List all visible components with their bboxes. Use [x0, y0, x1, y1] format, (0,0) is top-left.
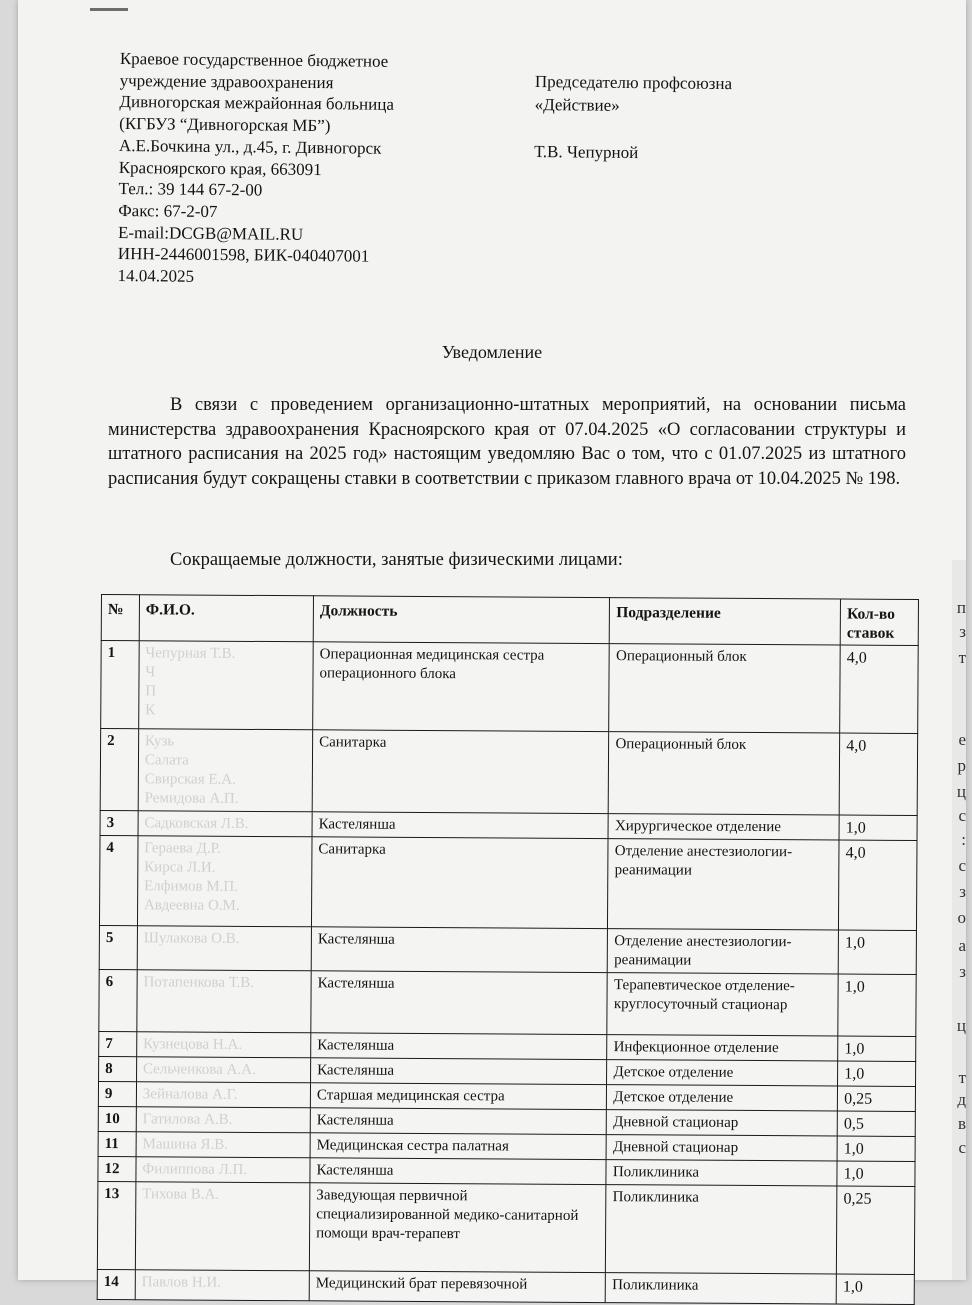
row-number: 10 [98, 1106, 136, 1131]
row-fio [137, 926, 311, 971]
sender-line: ИНН-2446001598, БИК-040407001 [117, 244, 370, 266]
document-title: Уведомление [441, 342, 543, 362]
edge-fragment: е [958, 730, 966, 749]
row-department: Инфекционное отделение [607, 1035, 838, 1061]
row-number: 11 [98, 1131, 136, 1156]
table-row [99, 925, 916, 974]
row-count: 1,0 [836, 1274, 914, 1304]
row-position: Операционная медицинская сестра операционного блока [313, 642, 610, 732]
row-fio [135, 1182, 310, 1271]
recipient-line: Председателю профсоюзна [534, 71, 733, 94]
row-department: Отделение анестезиологии-реанимации [608, 839, 839, 930]
row-number: 14 [97, 1269, 135, 1299]
row-position: Старшая медицинская сестра [310, 1083, 607, 1110]
edge-fragment: с [958, 1138, 966, 1157]
row-department: Дневной стационар [607, 1110, 838, 1136]
sender-line: (КГБУЗ “Дивногорская МБ”) [119, 114, 331, 136]
fio-name: Филиппова Л.П. [142, 1161, 248, 1178]
row-position: Санитарка [311, 837, 608, 929]
fio-name: Елфимов М.П. [144, 878, 239, 895]
notice-body [108, 393, 906, 491]
row-count: 4,0 [839, 733, 917, 815]
row-department: Операционный блок [609, 644, 840, 733]
row-count: 0,25 [837, 1186, 915, 1274]
fio-name: Зейналова А.Г. [142, 1086, 238, 1103]
fio-name: К [145, 702, 156, 719]
fio-name: Тихова В.А. [142, 1186, 220, 1203]
row-count: 1,0 [837, 1161, 915, 1186]
row-position: Кастелянша [311, 1058, 608, 1085]
row-position: Кастелянша [310, 1108, 607, 1135]
edge-fragment: т [958, 648, 966, 667]
edge-fragment: : [961, 830, 966, 849]
recipient-block [534, 70, 732, 165]
fio-name: Гераева Д.Р. [144, 840, 221, 857]
row-count: 1,0 [838, 1061, 916, 1086]
fio-name: Кузнецова Н.А. [143, 1036, 243, 1053]
positions-table [97, 594, 919, 1305]
sender-block [118, 48, 480, 290]
row-count: 1,0 [838, 1036, 916, 1061]
fio-name: Гатилова А.В. [142, 1111, 233, 1128]
row-department: Операционный блок [609, 732, 840, 815]
table-row [101, 641, 919, 734]
edge-fragment: с [958, 806, 966, 825]
scan-artifact-line [90, 8, 128, 11]
header-number: № [101, 595, 139, 641]
row-position: Санитарка [312, 730, 609, 814]
row-fio [137, 836, 312, 927]
table-row [99, 969, 916, 1036]
row-position: Кастелянша [311, 1033, 608, 1060]
sender-line: Дивногорская межрайонная больница [119, 92, 395, 115]
fio-name: Сельченкова А.А. [142, 1061, 256, 1078]
row-position: Кастелянша [311, 971, 608, 1035]
sender-date: 14.04.2025 [117, 266, 195, 286]
row-count: 0,25 [838, 1086, 916, 1111]
row-fio [137, 970, 312, 1033]
sender-line: Красноярского края, 663091 [118, 157, 322, 179]
row-count: 4,0 [840, 645, 918, 733]
row-fio [135, 1270, 309, 1301]
fio-name: Шулакова О.В. [143, 930, 240, 947]
table-body [97, 641, 918, 1305]
row-number: 7 [99, 1031, 137, 1056]
edge-fragment: д [957, 1090, 966, 1109]
row-number: 13 [97, 1181, 135, 1269]
edge-fragment: в [957, 1114, 966, 1133]
row-fio [136, 1082, 310, 1108]
fio-name: Чепурная Т.В. [145, 645, 236, 662]
row-count: 1,0 [837, 1136, 915, 1161]
row-number: 6 [99, 969, 137, 1031]
row-fio [138, 811, 312, 837]
row-fio [136, 1057, 310, 1083]
row-position: Медицинская сестра палатная [310, 1133, 607, 1160]
row-position: Кастелянша [312, 812, 609, 839]
edge-fragment: а [958, 936, 966, 955]
edge-fragment: р [957, 756, 966, 775]
row-position: Медицинский брат перевязочной [309, 1271, 606, 1303]
row-number: 3 [100, 810, 138, 835]
row-number: 12 [98, 1156, 136, 1181]
row-number: 2 [100, 729, 138, 811]
row-number: 8 [99, 1056, 137, 1081]
recipient-name: Т.В. Чепурной [534, 141, 639, 163]
fio-name: Ч [145, 664, 156, 681]
document-page [18, 0, 966, 1296]
notice-paragraph: В связи с проведением организационно-штатных мероприятий, на основании письма министерства здравоохранения Красноярского края от 07.04.2025 «О согласовании структуры и штатного расписания на 2025 год» настоящим уведомляю Вас о том, что с 01.07.2025 из штатного расписания будут сокращены ставки в соответствии с приказом главного врача от 10.04.2025 № 198. [108, 395, 906, 489]
row-count: 0,5 [837, 1111, 915, 1136]
header-fio: Ф.И.О. [139, 595, 313, 642]
header-count: Кол-во ставок [840, 599, 918, 645]
row-count: 1,0 [838, 930, 916, 974]
row-number: 9 [98, 1081, 136, 1106]
fio-name: Кузь [144, 733, 175, 750]
row-number: 5 [99, 925, 137, 969]
row-department: Детское отделение [607, 1085, 838, 1111]
table-header-row [101, 595, 918, 646]
fio-name: Машина Я.В. [142, 1136, 229, 1153]
row-department: Дневной стационар [606, 1135, 837, 1161]
fio-name: Кирса Л.И. [144, 859, 216, 876]
edge-fragment: о [957, 908, 966, 927]
sender-line: Краевое государственное бюджетное [119, 48, 389, 71]
table-row [99, 835, 917, 930]
row-position: Кастелянша [311, 927, 608, 973]
row-count: 4,0 [839, 840, 917, 930]
fio-name: Авдеевна О.М. [143, 897, 240, 914]
edge-fragment: т [958, 1068, 966, 1087]
fio-name: Салата [144, 752, 189, 769]
row-number: 4 [99, 835, 137, 925]
row-department: Терапевтическое отделение-круглосуточный стационар [607, 973, 838, 1036]
table-row [100, 729, 917, 816]
sender-line: Тел.: 39 144 67-2-00 [118, 179, 263, 200]
row-department: Поликлиника [606, 1185, 837, 1274]
fio-name: Павлов Н.И. [141, 1274, 222, 1291]
sender-line: E-mail:DCGB@MAIL.RU [117, 222, 304, 244]
row-department: Детское отделение [607, 1060, 838, 1086]
edge-fragment: п [956, 598, 966, 617]
row-fio [136, 1107, 310, 1133]
row-fio [137, 1032, 311, 1058]
sender-line: Факс: 67-2-07 [118, 200, 218, 221]
edge-fragment: с [958, 856, 966, 875]
list-heading: Сокращаемые должности, занятые физическими лицами: [170, 550, 623, 570]
header-position: Должность [313, 596, 610, 644]
row-position: Кастелянша [310, 1158, 607, 1185]
table-row [97, 1269, 914, 1304]
fio-name: П [145, 683, 157, 700]
row-count: 1,0 [838, 974, 916, 1036]
row-fio [136, 1132, 310, 1158]
recipient-line: «Действие» [534, 94, 620, 115]
table-row [97, 1181, 915, 1274]
edge-fragment: з [959, 882, 966, 901]
row-fio [138, 729, 313, 812]
fio-name: Свирская Е.А. [144, 771, 236, 788]
row-position: Заведующая первичной специализированной медико-санитарной помощи врач-терапевт [309, 1183, 606, 1273]
edge-fragment: з [959, 622, 966, 641]
row-department: Поликлиника [606, 1160, 837, 1186]
edge-fragment: ц [956, 1016, 966, 1035]
row-department: Отделение анестезиологии-реанимации [608, 929, 839, 974]
row-number: 1 [101, 641, 139, 729]
row-fio [136, 1157, 310, 1183]
row-department: Поликлиника [606, 1273, 837, 1304]
fio-name: Садковская Л.В. [144, 815, 249, 832]
row-fio [139, 641, 314, 730]
row-department: Хирургическое отделение [608, 814, 839, 840]
fio-name: Ремидова А.П. [144, 790, 239, 807]
header-department: Подразделение [610, 598, 841, 645]
sender-line: учреждение здравоохранения [119, 70, 334, 92]
fio-name: Потапенкова Т.В. [143, 974, 255, 991]
edge-fragment: з [959, 962, 966, 981]
row-count: 1,0 [839, 815, 917, 840]
sender-line: А.Е.Бочкина ул., д.45, г. Дивногорск [118, 135, 382, 158]
edge-fragment: ц [956, 782, 966, 801]
